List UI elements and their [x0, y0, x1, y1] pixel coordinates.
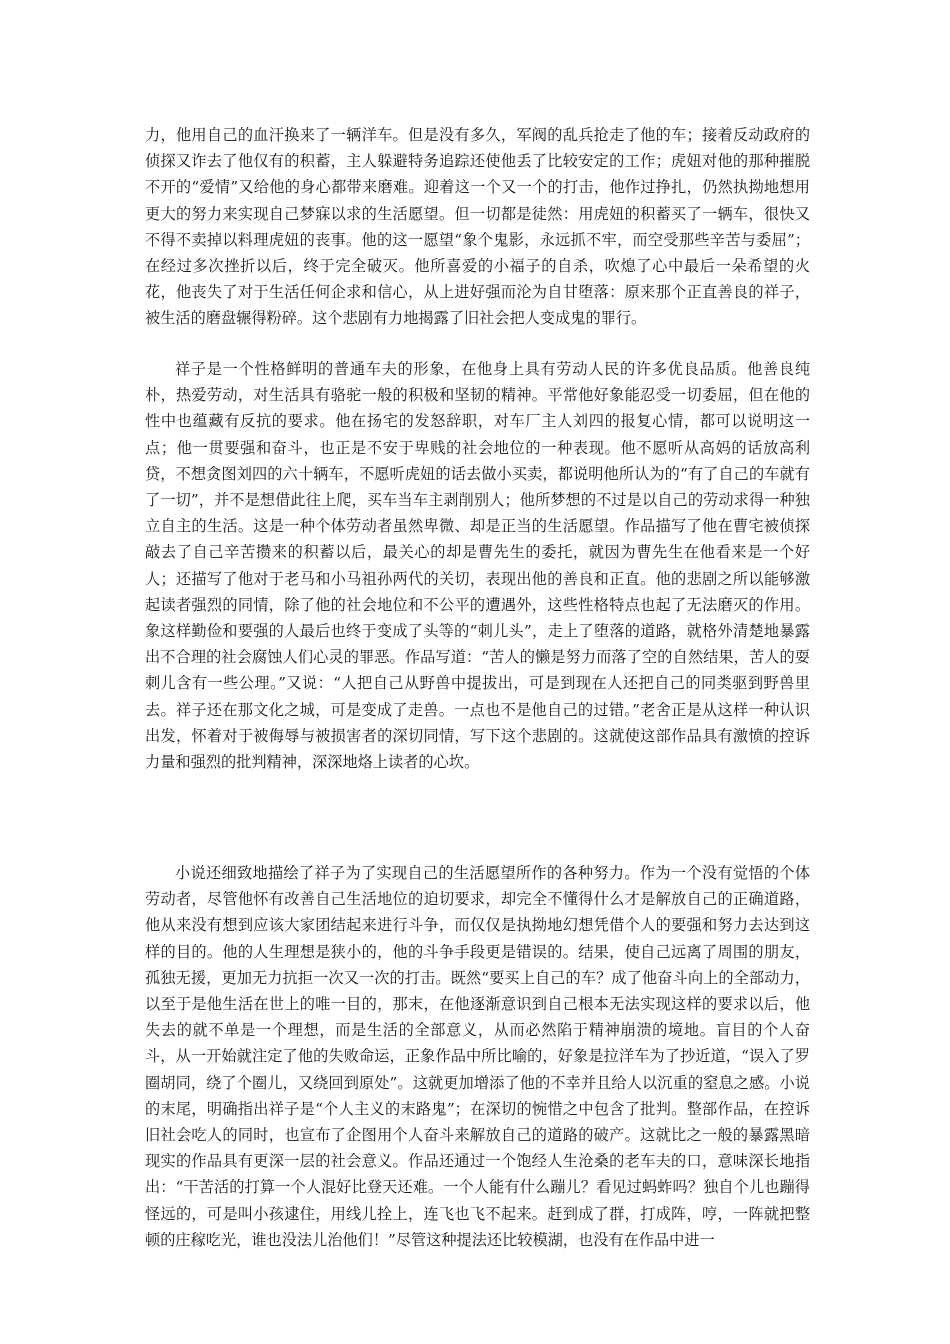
paragraph-3: 小说还细致地描绘了祥子为了实现自己的生活愿望所作的各种努力。作为一个没有觉悟的个体劳动者，尽管他怀有改善自己生活地位的迫切要求，却完全不懂得什么才是解放自己的正确道路，他从来没有想到应该大家团结起来进行斗争，而仅仅是执拗地幻想凭借个人的要强和努力去达到这样的目的。他的人生理想是狭小的，他的斗争手段更是错误的。结果，使自己远离了周围的朋友，孤独无援，更加无力抗拒一次又一次的打击。既然“要买上自己的车？成了他奋斗向上的全部动力，以至于是他生活在世上的唯一目的，那末，在他逐渐意识到自己根本无法实现这样的要求以后，他失去的就不单是一个理想，而是生活的全部意义，从而必然陷于精神崩溃的境地。盲目的个人奋斗，从一开始就注定了他的失败命运，正象作品中所比喻的，好象是拉洋车为了抄近道，“误入了罗圈胡同，绕了个圈儿，又绕回到原处”。这就更加增添了他的不幸并且给人以沉重的窒息之感。小说的末尾，明确指出祥子是“个人主义的末路鬼”；在深切的惋惜之中包含了批判。整部作品，在控诉旧社会吃人的同时，也宣布了企图用个人奋斗来解放自己的道路的破产。这就比之一般的暴露黑暗现实的作品具有更深一层的社会意义。作品还通过一个饱经人生沧桑的老车夫的口，意味深长地指出：“干苦活的打算一个人混好比登天还难。一个人能有什么蹦儿？看见过蚂蚱吗？独自个儿也蹦得怪远的，可是叫小孩逮住，用线儿拴上，连飞也飞不起来。赶到成了群，打成阵，哼，一阵就把整顿的庄稼吃光，谁也没法儿治他们！”尽管这种提法还比较模湖，也没有在作品中进一: [145, 864, 810, 1249]
paragraph-1: 力，他用自己的血汗换来了一辆洋车。但是没有多久，军阀的乱兵抢走了他的车；接着反动政府的侦探又诈去了他仅有的积蓄，主人躲避特务追踪还使他丢了比较安定的工作；虎妞对他的那种摧脱不开的“爱情”又给他的身心都带来磨难。迎着这一个又一个的打击，他作过挣扎，仍然执拗地想用更大的努力来实现自己梦寐以求的生活愿望。但一切都是徒然：用虎妞的积蓄买了一辆车，很快又不得不卖掉以料理虎妞的丧事。他的这一愿望“象个鬼影，永远抓不牢，而空受那些辛苦与委屈”；在经过多次挫折以后，终于完全破灭。他所喜爱的小福子的自杀，吹熄了心中最后一朵希望的火花，他丧失了对于生活任何企求和信心，从上进好强而沦为自甘堕落：原来那个正直善良的祥子，被生活的磨盘辗得粉碎。这个悲剧有力地揭露了旧社会把人变成鬼的罪行。: [145, 126, 810, 328]
paragraph-2: 祥子是一个性格鲜明的普通车夫的形象，在他身上具有劳动人民的许多优良品质。他善良纯朴，热爱劳动，对生活具有骆驼一般的积极和坚韧的精神。平常他好象能忍受一切委屈，但在他的性中也蕴藏有反抗的要求。他在扬宅的发怒辞职，对车厂主人刘四的报复心情，都可以说明这一点；他一贯要强和奋斗，也正是不安于卑贱的社会地位的一种表现。他不愿听从高妈的话放高利贷，不想贪图刘四的六十辆车，不愿听虎妞的话去做小买卖，都说明他所认为的“有了自己的车就有了一切”，并不是想借此往上爬，买车当车主剥削别人；他所梦想的不过是以自己的劳动求得一种独立自主的生活。这是一种个体劳动者虽然卑微、却是正当的生活愿望。作品描写了他在曹宅被侦探敲去了自己辛苦攒来的积蓄以后，最关心的却是曹先生的委托，就因为曹先生在他看来是一个好人；还描写了他对于老马和小马祖孙两代的关切，表现出他的善良和正直。他的悲剧之所以能够激起读者强烈的同情，除了他的社会地位和不公平的遭遇外，这些性格特点也起了无法磨灭的作用。象这样勤俭和要强的人最后也终于变成了头等的“刺儿头”，走上了堕落的道路，就格外清楚地暴露出不合理的社会腐蚀人们心灵的罪恶。作品写道：“苦人的懒是努力而落了空的自然结果，苦人的耍刺儿含有一些公理。”又说：“人把自己从野兽中提拔出，可是到现在人还把自己的同类驱到野兽里去。祥子还在那文化之城，可是变成了走兽。一点也不是他自己的过错。”老舍正是从这样一种认识出发，怀着对于被侮辱与被损害者的深切同情，写下这个悲剧的。这就使这部作品具有激愤的控诉力量和强烈的批判精神，深深地烙上读者的心坎。: [145, 360, 810, 772]
